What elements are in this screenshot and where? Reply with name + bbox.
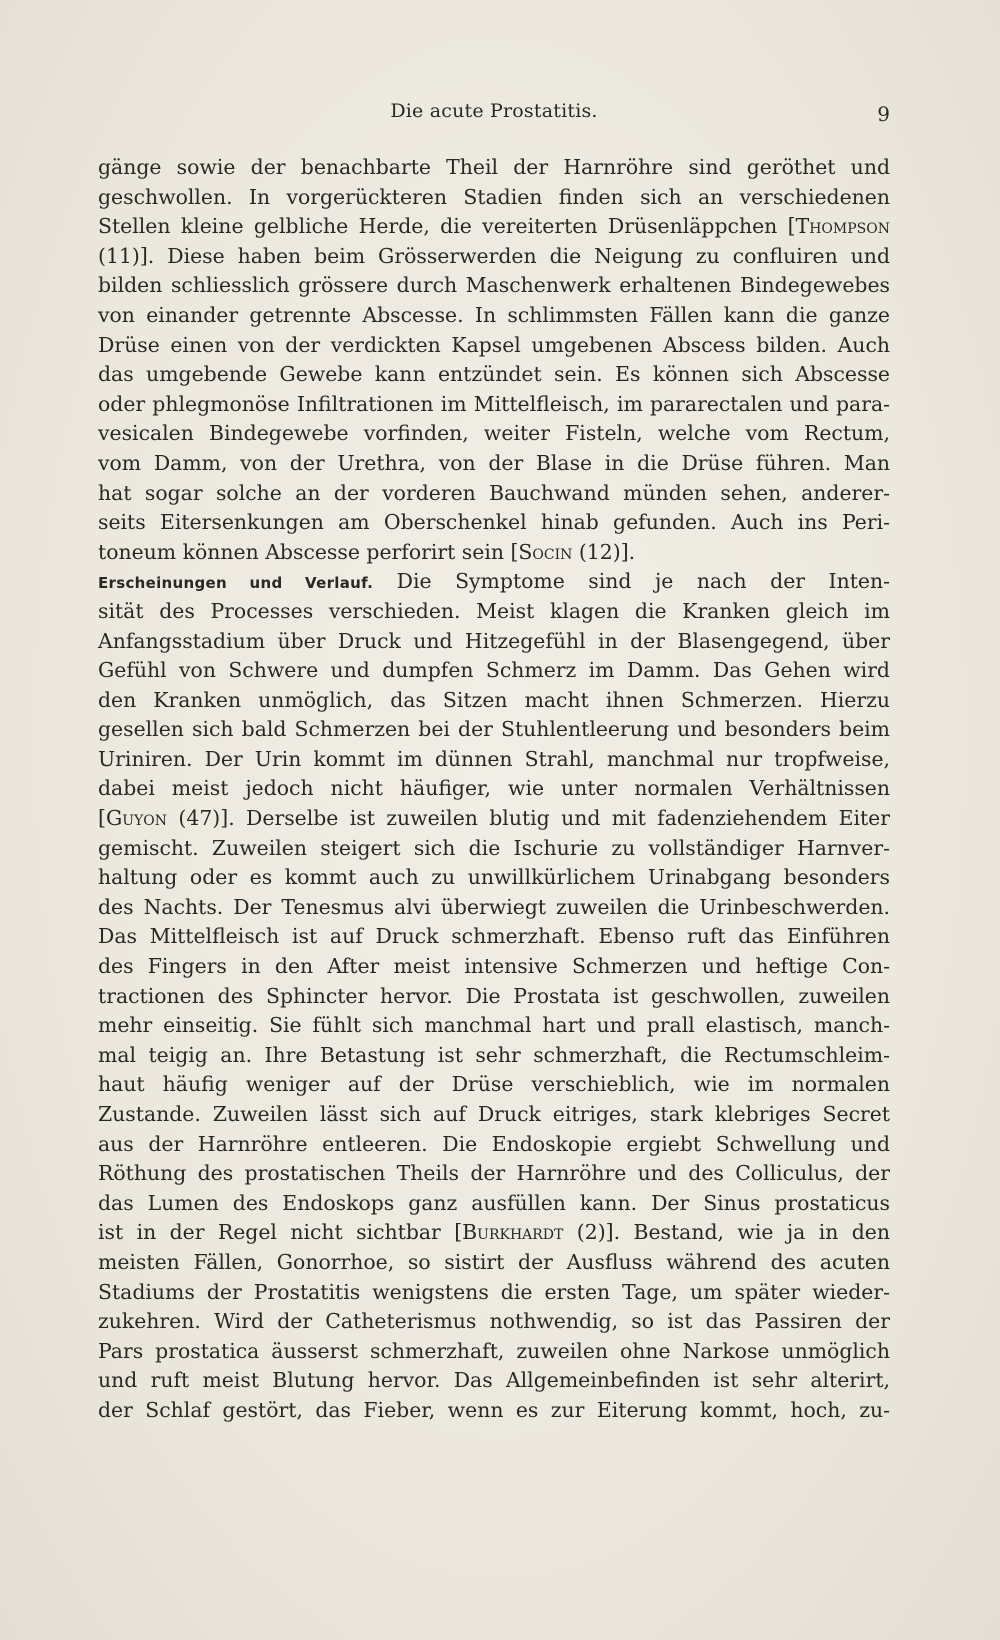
text-run: Zustande. Zuweilen lässt sich auf Druck eitriges, stark klebriges Secret [98,1102,890,1126]
text-line [98,597,890,627]
text-line [98,627,890,657]
text-run: gemischt. Zuweilen steigert sich die Ischurie zu vollständiger Harnver- [98,835,890,860]
author-citation: Burkhardt [462,1220,564,1245]
text-run: sität des Processes verschieden. Meist klagen die Kranken gleich im [98,598,890,623]
text-run: aus der Harnröhre entleeren. Die Endoskopie ergiebt Schwellung und [98,1131,890,1156]
text-line [98,1159,890,1189]
text-run: ist in der Regel nicht sichtbar [ [98,1220,463,1245]
text-run: Anfangsstadium über Druck und Hitzegefühl in der Blasengegend, über [98,628,890,653]
text-line [98,1130,890,1160]
text-line [98,715,890,745]
text-line [98,774,890,804]
text-line [98,508,890,538]
text-line [98,331,890,361]
text-line [98,1307,890,1337]
text-run: oder phlegmonöse Infiltrationen im Mittelfleisch, im pararectalen und para- [98,391,890,416]
text-line [98,1396,890,1426]
text-line [98,183,890,213]
page-number: 9 [877,102,890,126]
text-run: Pars prostatica äusserst schmerzhaft, zuweilen ohne Narkose unmöglich [98,1338,890,1363]
text-line [98,271,890,301]
text-line [98,419,890,449]
text-line [98,479,890,509]
text-run: geschwollen. In vorgerückteren Stadien finden sich an verschiedenen [98,184,890,209]
text-line [98,1100,890,1130]
text-line [98,922,890,952]
text-run: das Lumen des Endoskops ganz ausfüllen kann. Der Sinus prostaticus [98,1190,890,1215]
text-run: den Kranken unmöglich, das Sitzen macht ihnen Schmerzen. Hierzu [98,687,890,712]
running-title: Die acute Prostatitis. [390,100,598,122]
text-run: (11)]. Diese haben beim Grösserwerden die Neigung zu confluiren und [98,243,890,268]
text-line [98,745,890,775]
text-run: und ruft meist Blutung hervor. Das Allgemeinbefinden ist sehr alterirt, [98,1368,890,1393]
text-line [98,449,890,479]
text-run: Drüse einen von der verdickten Kapsel umgebenen Abscess bilden. Auch [98,332,890,357]
text-line [98,301,890,331]
text-line [98,390,890,420]
text-run: bilden schliesslich grössere durch Maschenwerk erhaltenen Bindegewebes [98,273,890,298]
text-run: vom Damm, von der Urethra, von der Blase in die Drüse führen. Man [98,450,890,475]
text-line [98,1041,890,1071]
text-run: des Fingers in den After meist intensive Schmerzen und heftige Con- [98,954,890,979]
text-run: mehr einseitig. Sie fühlt sich manchmal hart und prall elastisch, manch- [98,1013,890,1038]
text-run: Stellen kleine gelbliche Herde, die vereiterten Drüsenläppchen [ [98,214,796,239]
text-run: des Nachts. Der Tenesmus alvi überwiegt zuweilen die Urinbeschwerden. [98,894,890,919]
section-rubric: Erscheinungen und Verlauf. [98,574,374,593]
text-line [98,893,890,923]
text-line [98,1070,890,1100]
author-citation: Guyon [105,806,168,831]
text-run: zukehren. Wird der Catheterismus nothwendig, so ist das Passiren der [98,1309,890,1334]
text-run: Uriniren. Der Urin kommt im dünnen Strahl, manchmal nur tropfweise, [98,746,890,771]
text-run: hat sogar solche an der vorderen Bauchwand münden sehen, anderer- [98,480,890,505]
text-run: tractionen des Sphincter hervor. Die Prostata ist geschwollen, zuweilen [98,983,890,1008]
text-run: Gefühl von Schwere und dumpfen Schmerz im Damm. Das Gehen wird [98,658,890,683]
text-run: (2)]. Bestand, wie ja in den [563,1220,890,1245]
text-run: von einander getrennte Abscesse. In schlimmsten Fällen kann die ganze [98,302,890,327]
text-run: Das Mittelfleisch ist auf Druck schmerzhaft. Ebenso ruft das Einführen [98,924,890,949]
text-line [98,863,890,893]
text-run: Röthung des prostatischen Theils der Harnröhre und des Colliculus, der [98,1161,890,1186]
text-run: dabei meist jedoch nicht häufiger, wie unter normalen Verhältnissen [98,776,890,801]
text-run: Stadiums der Prostatitis wenigstens die ersten Tage, um später wieder- [98,1279,890,1304]
text-line [98,834,890,864]
text-run: das umgebende Gewebe kann entzündet sein. Es können sich Abscesse [98,362,890,387]
text-run: vesicalen Bindegewebe vorfinden, weiter Fisteln, welche vom Rectum, [98,421,890,446]
text-line [98,1218,890,1248]
text-run: Die Symptome sind je nach der Inten- [373,569,891,594]
text-line [98,1337,890,1367]
author-citation: Thompson [795,214,890,239]
text-line [98,153,890,183]
text-run: haut häufig weniger auf der Drüse verschieblich, wie im normalen [98,1072,890,1097]
text-line [98,952,890,982]
author-citation: Socin [518,539,573,564]
text-line [98,804,890,834]
text-line [98,360,890,390]
text-run: der Schlaf gestört, das Fieber, wenn es zur Eiterung kommt, hoch, zu- [98,1397,890,1422]
text-run: meisten Fällen, Gonorrhoe, so sistirt der Ausfluss während des acuten [98,1249,890,1274]
text-run: [ [98,806,106,831]
text-line [98,538,890,568]
text-run: (47)]. Derselbe ist zuweilen blutig und mit fadenziehendem Eiter [167,806,890,831]
text-line [98,1248,890,1278]
text-line [98,242,890,272]
text-run: seits Eitersenkungen am Oberschenkel hinab gefunden. Auch ins Peri- [98,510,890,535]
text-line [98,982,890,1012]
text-line [98,656,890,686]
text-run: haltung oder es kommt auch zu unwillkürlichem Urinabgang besonders [98,865,890,890]
text-run: gänge sowie der benachbarte Theil der Harnröhre sind geröthet und [98,155,890,179]
text-line [98,212,890,242]
text-line [98,1189,890,1219]
text-run: (12)]. [572,539,636,564]
text-line [98,1278,890,1308]
text-line [98,686,890,716]
text-run: toneum können Abscesse perforirt sein [ [98,539,519,564]
text-line [98,1366,890,1396]
body-text [98,153,890,1426]
text-run: mal teigig an. Ihre Betastung ist sehr schmerzhaft, die Rectumschleim- [98,1042,890,1067]
text-run: gesellen sich bald Schmerzen bei der Stuhlentleerung und besonders beim [98,717,890,742]
text-line [98,567,890,597]
page-header [98,100,890,130]
text-line [98,1011,890,1041]
